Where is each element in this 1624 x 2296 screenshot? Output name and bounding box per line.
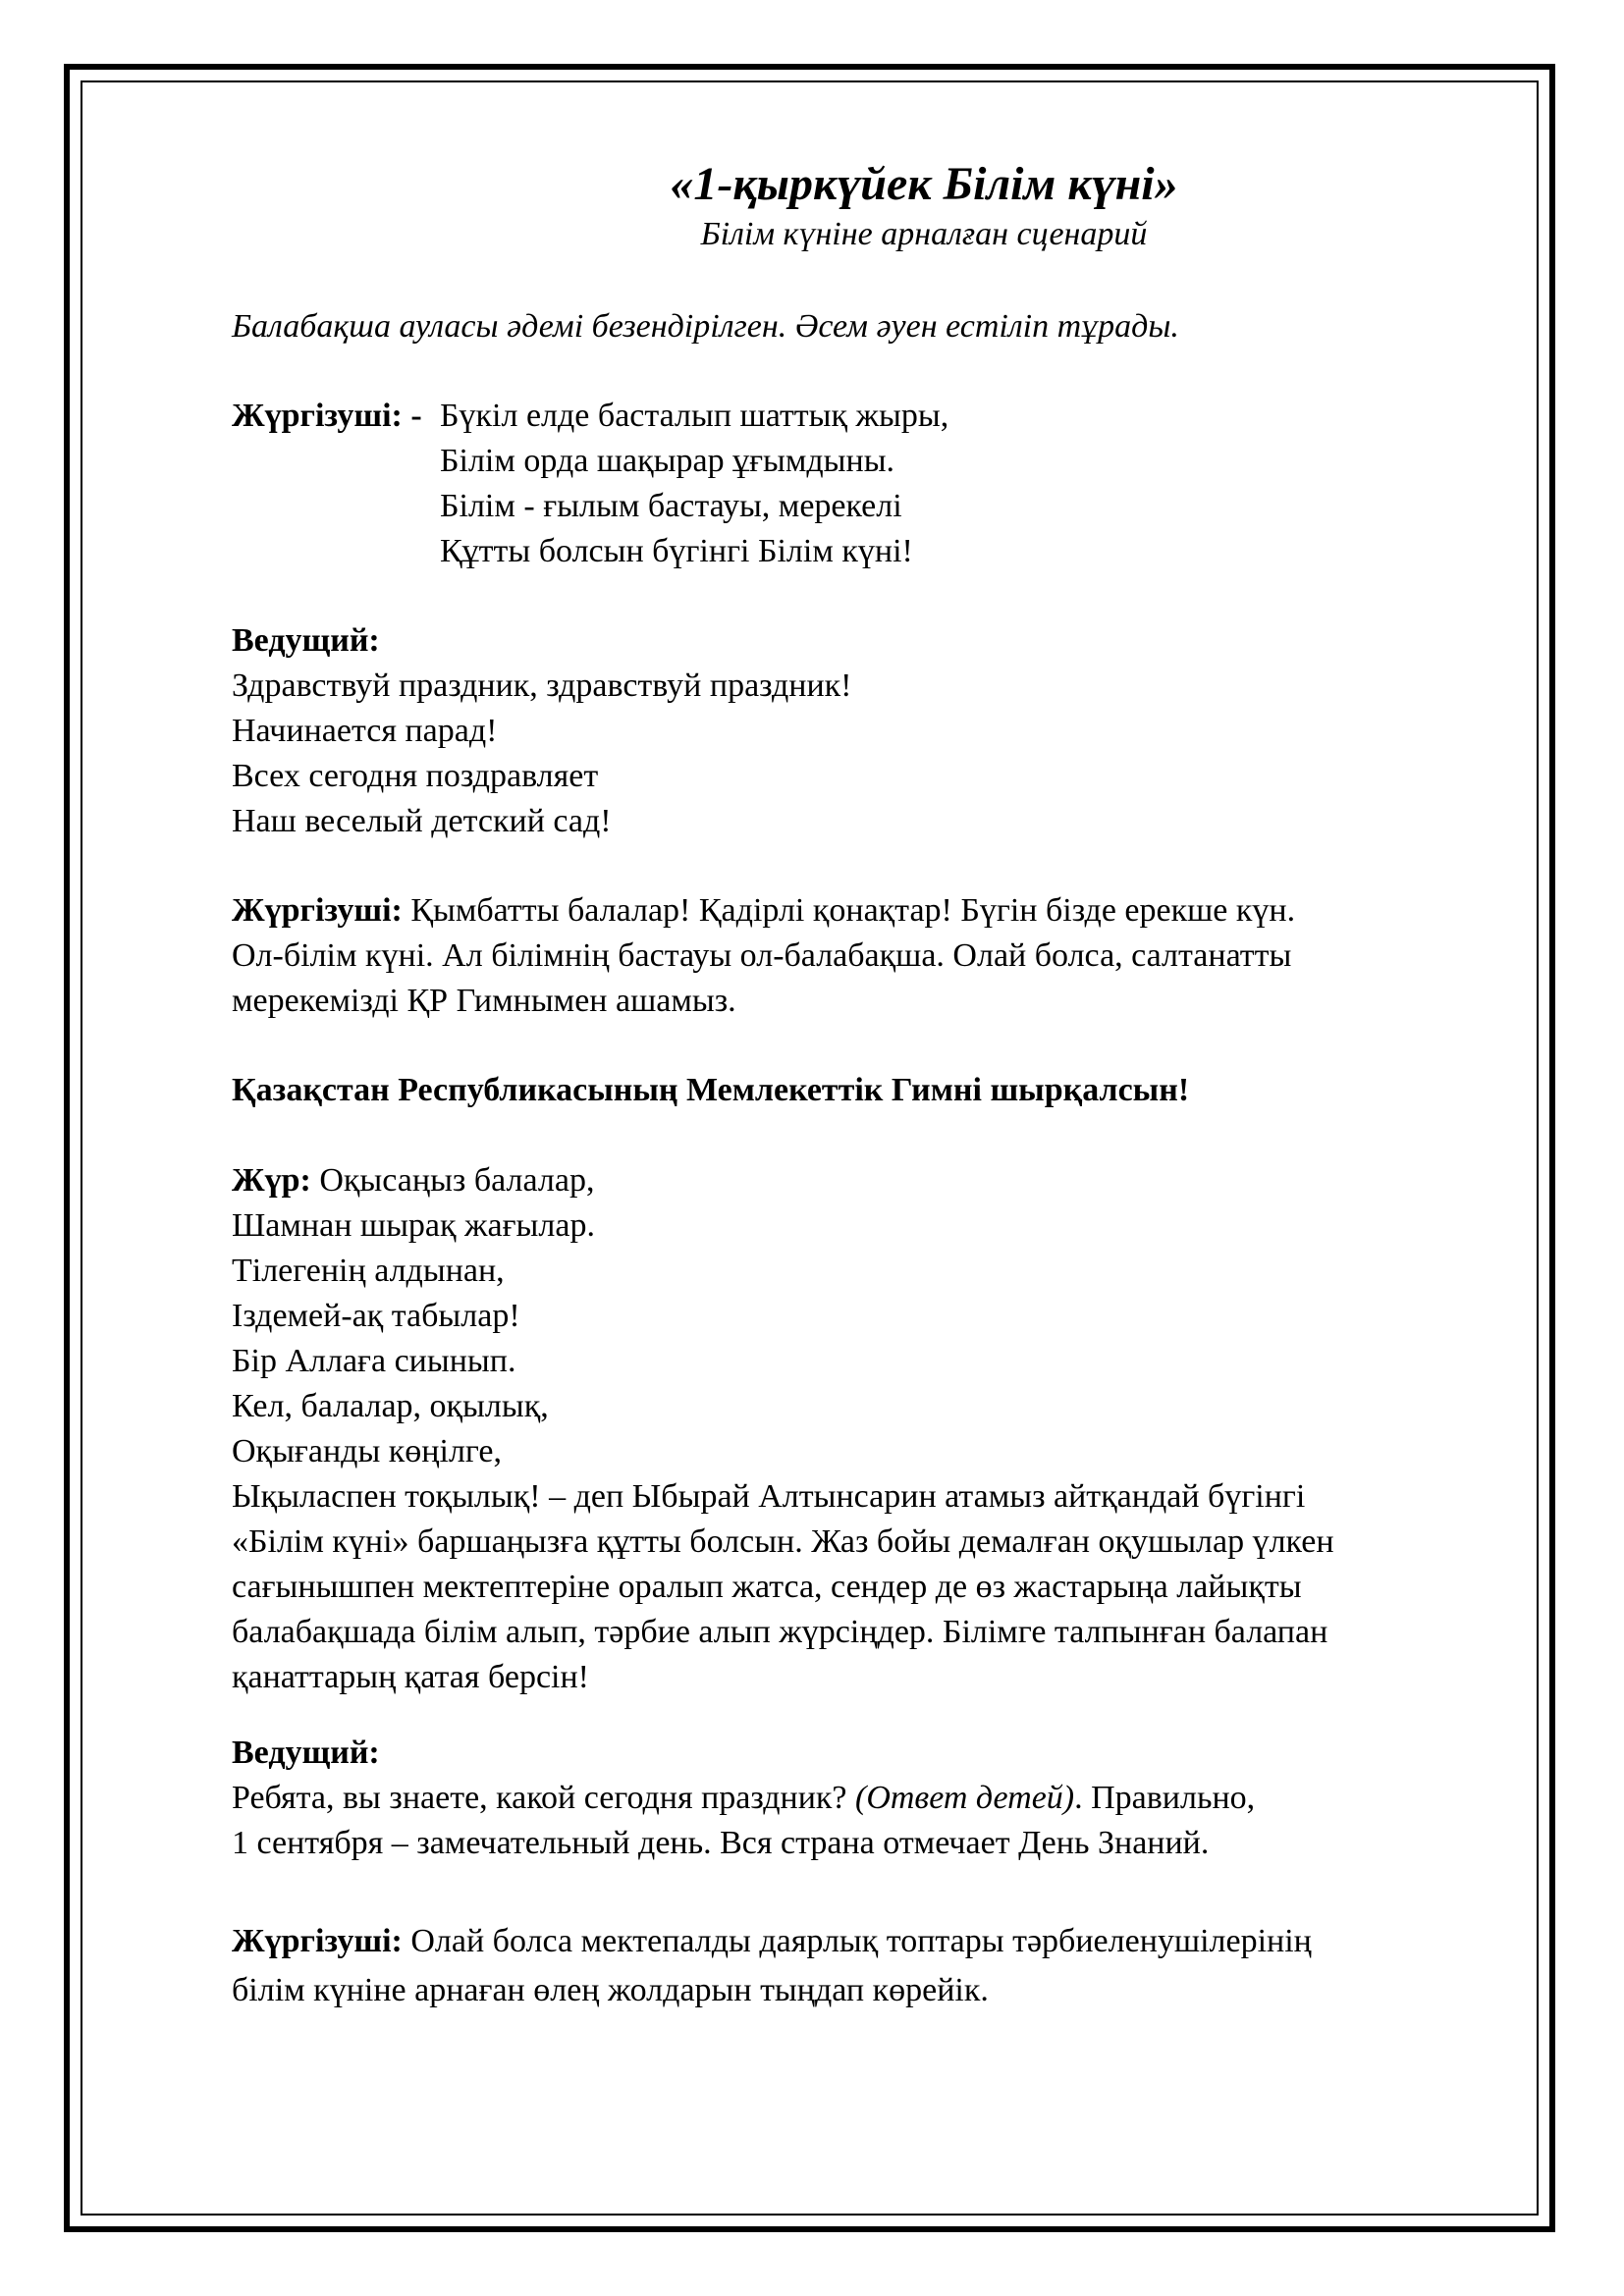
document-subtitle: Білім күніне арналған сценарий [700, 216, 1148, 252]
speaker-label: Жүргізуші: [232, 1923, 403, 1959]
paragraph-text: Оқысаңыз балалар, [310, 1162, 595, 1199]
paragraph-line [232, 1919, 1498, 1964]
paragraph-line: 1 сентября – замечательный день. Вся страна отмечает День Знаний. [232, 1825, 1210, 1861]
section-choir [232, 1158, 1498, 1700]
paragraph-line [232, 1776, 1498, 1821]
paragraph-line: қанаттарың қатая берсін! [232, 1659, 590, 1695]
paragraph-line: Ықыласпен тоқылық! – деп Ыбырай Алтынсарин атамыз айтқандай бүгінгі [232, 1478, 1306, 1515]
paragraph-text: Ребята, вы знаете, какой сегодня праздник? [232, 1780, 855, 1816]
poem-line: Білім орда шақырар ұғымдыны. [440, 443, 895, 479]
paragraph-line: Оқығанды көңілге, [232, 1433, 503, 1469]
poem-line: Начинается парад! [232, 713, 498, 749]
poem-line: Құтты болсын бүгінгі Білім күні! [440, 533, 913, 569]
paragraph-line: Шамнан шырақ жағылар. [232, 1207, 595, 1244]
poem-line: Наш веселый детский сад! [232, 803, 612, 839]
poem-line: Білім - ғылым бастауы, мерекелі [440, 488, 902, 524]
paragraph-text: . Правильно, [1074, 1780, 1256, 1816]
paragraph-line: білім күніне арнаған өлең жолдарын тыңдап көрейік. [232, 1972, 989, 2008]
section-host-ru [232, 618, 1498, 844]
paragraph-line: Бір Аллаға сиынып. [232, 1343, 516, 1379]
speaker-label: Жүр: [232, 1162, 311, 1199]
paragraph-line: балабақшада білім алып, тәрбие алып жүрсіңдер. Білімге талпынған балапан [232, 1614, 1328, 1650]
speaker-label: Жүргізуші: [232, 892, 403, 929]
section-presenter-greeting [232, 888, 1498, 1024]
poem-line: Всех сегодня поздравляет [232, 758, 599, 794]
poem-line: Здравствуй праздник, здравствуй праздник! [232, 667, 852, 704]
speaker-label: Жүргізуші: - [232, 398, 422, 434]
paragraph-line: Кел, балалар, оқылық, [232, 1388, 549, 1424]
document-title: «1-қыркүйек Білім күні» [670, 158, 1178, 210]
paragraph-line: мерекемізді ҚР Гимнымен ашамыз. [232, 983, 736, 1019]
paragraph-line: Ол-білім күні. Ал білімнің бастауы ол-балабақша. Олай болса, салтанатты [232, 937, 1292, 974]
section-host-question [232, 1731, 1498, 1866]
paragraph-line [232, 1158, 1498, 1203]
paragraph-line [232, 888, 1498, 934]
paragraph-line: Тілегенің алдынан, [232, 1253, 505, 1289]
stage-direction: (Ответ детей) [855, 1780, 1075, 1816]
poem-line [232, 394, 1498, 439]
section-presenter-kz-poem [232, 394, 1498, 574]
anthem-heading: Қазақстан Республикасының Мемлекеттік Гимні шырқалсын! [232, 1072, 1190, 1108]
paragraph-line: «Білім күні» баршаңызға құтты болсын. Жаз бойы демалған оқушылар үлкен [232, 1523, 1334, 1560]
intro-text: Балабақша ауласы әдемі безендірілген. Әсем әуен естіліп тұрады. [232, 308, 1179, 345]
paragraph-text: Олай болса мектепалды даярлық топтары тәрбиеленушілерінің [402, 1923, 1312, 1959]
poem-text: Бүкіл елде басталып шаттық жыры, [440, 398, 949, 434]
speaker-label: Ведущий: [232, 1735, 380, 1771]
paragraph-line: сағынышпен мектептеріне оралып жатса, сендер де өз жастарыңа лайықты [232, 1569, 1302, 1605]
paragraph-text: Қымбатты балалар! Қадірлі қонақтар! Бүгін бізде ерекше күн. [402, 892, 1296, 929]
section-presenter-closing [232, 1919, 1498, 2013]
speaker-label: Ведущий: [232, 622, 380, 659]
paragraph-line: Іздемей-ақ табылар! [232, 1298, 520, 1334]
